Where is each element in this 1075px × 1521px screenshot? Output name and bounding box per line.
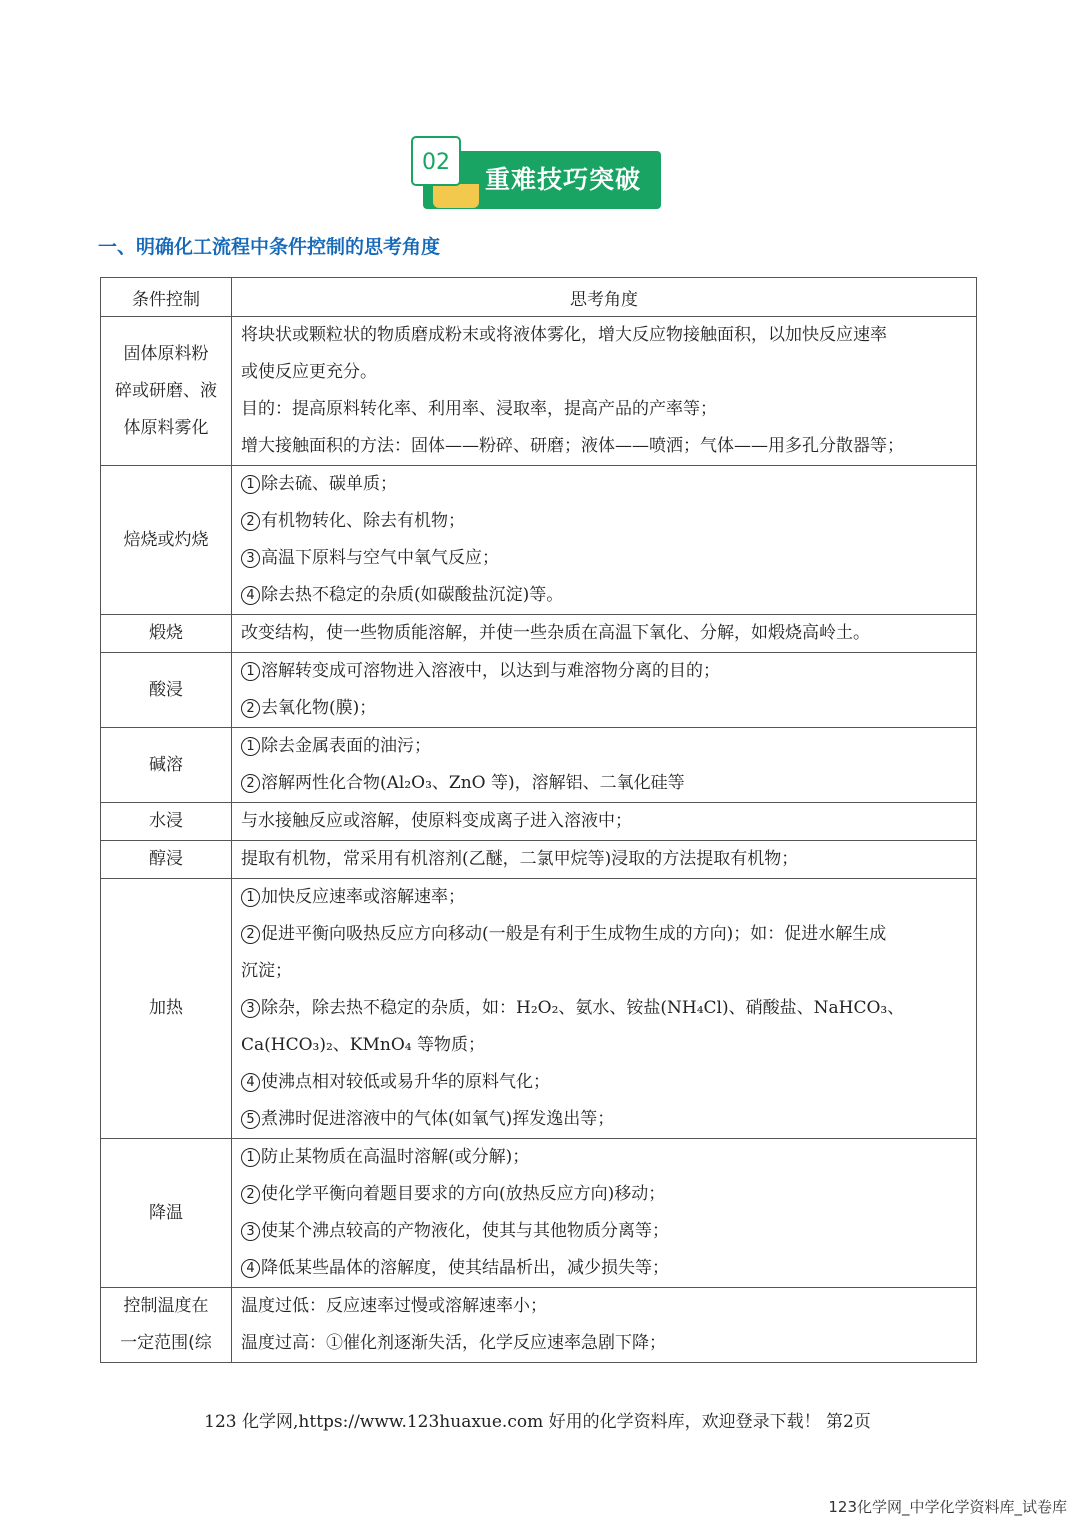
item-number: 2 bbox=[241, 925, 260, 944]
item-number: 4 bbox=[241, 1073, 260, 1092]
table-row bbox=[101, 466, 977, 615]
table-row bbox=[101, 615, 977, 653]
item-number: 4 bbox=[241, 586, 260, 605]
condition-text: 控制温度在 bbox=[123, 1296, 209, 1316]
page-footer: 123 化学网,https://www.123huaxue.com 好用的化学资料库，欢迎登录下载！ 第2页 bbox=[204, 1412, 871, 1432]
table-row bbox=[101, 728, 977, 803]
description-line bbox=[241, 354, 976, 391]
description-text: 除去硫、碳单质； bbox=[261, 474, 397, 494]
condition-text: 水浸 bbox=[149, 811, 183, 831]
item-number: 5 bbox=[241, 1110, 260, 1129]
description-text: 使某个沸点较高的产物液化，使其与其他物质分离等； bbox=[261, 1221, 669, 1241]
description-text: 提取有机物，常采用有机溶剂(乙醚，二氯甲烷等)浸取的方法提取有机物； bbox=[241, 849, 799, 869]
item-number: 3 bbox=[241, 549, 260, 568]
condition-cell bbox=[101, 1288, 232, 1363]
description-line bbox=[241, 1139, 976, 1176]
description-text: 加快反应速率或溶解速率； bbox=[261, 887, 465, 907]
description-line bbox=[241, 428, 976, 465]
condition-text: 酸浸 bbox=[149, 679, 183, 700]
condition-cell bbox=[101, 803, 232, 841]
item-number: 2 bbox=[241, 1185, 260, 1204]
item-number: 1 bbox=[241, 662, 260, 681]
description-text: 溶解两性化合物(Al₂O₃、ZnO 等)，溶解铝、二氧化硅等 bbox=[261, 773, 685, 793]
item-number: 3 bbox=[241, 1222, 260, 1241]
section-title: 一、明确化工流程中条件控制的思考角度 bbox=[98, 236, 441, 258]
table-row bbox=[101, 879, 977, 1139]
condition-cell bbox=[101, 615, 232, 653]
description-cell bbox=[232, 803, 977, 841]
description-line bbox=[241, 841, 976, 878]
description-line bbox=[241, 1027, 976, 1064]
description-cell bbox=[232, 841, 977, 879]
item-number: 3 bbox=[241, 999, 260, 1018]
description-text: 溶解转变成可溶物进入溶液中，以达到与难溶物分离的目的； bbox=[261, 661, 720, 681]
item-number: 2 bbox=[241, 774, 260, 793]
item-number: 2 bbox=[241, 512, 260, 531]
condition-text: 加热 bbox=[149, 998, 183, 1018]
condition-cell bbox=[101, 728, 232, 803]
condition-cell bbox=[101, 1139, 232, 1288]
description-line bbox=[241, 879, 976, 916]
description-line bbox=[241, 615, 976, 652]
condition-text: 降温 bbox=[149, 1202, 183, 1223]
description-line bbox=[241, 916, 976, 953]
item-number: 2 bbox=[241, 699, 260, 718]
condition-text: 一定范围(综 bbox=[120, 1333, 212, 1353]
description-cell bbox=[232, 317, 977, 466]
conditions-table bbox=[100, 277, 977, 1363]
description-text: 目的：提高原料转化率、利用率、浸取率，提高产品的产率等； bbox=[241, 399, 717, 419]
description-text: 改变结构，使一些物质能溶解，并使一些杂质在高温下氧化、分解，如煅烧高岭土。 bbox=[241, 623, 870, 643]
condition-cell bbox=[101, 317, 232, 466]
description-line bbox=[241, 653, 976, 690]
condition-text: 碎或研磨、液 bbox=[115, 380, 217, 401]
description-line bbox=[241, 1176, 976, 1213]
table-row bbox=[101, 1288, 977, 1363]
condition-cell bbox=[101, 841, 232, 879]
description-text: 与水接触反应或溶解，使原料变成离子进入溶液中； bbox=[241, 811, 632, 831]
description-line bbox=[241, 540, 976, 577]
description-text: 高温下原料与空气中氧气反应； bbox=[261, 548, 499, 568]
description-text: 防止某物质在高温时溶解(或分解)； bbox=[261, 1147, 530, 1167]
description-cell bbox=[232, 466, 977, 615]
description-cell bbox=[232, 1139, 977, 1288]
description-text: Ca(HCO₃)₂、KMnO₄ 等物质； bbox=[241, 1035, 486, 1055]
description-line bbox=[241, 1325, 976, 1362]
description-line bbox=[241, 1288, 976, 1325]
condition-text: 焙烧或灼烧 bbox=[123, 529, 209, 550]
description-text: 去氧化物(膜)； bbox=[261, 698, 377, 718]
condition-text: 体原料雾化 bbox=[123, 417, 209, 438]
description-line bbox=[241, 1064, 976, 1101]
description-text: 除去热不稳定的杂质(如碳酸盐沉淀)等。 bbox=[261, 585, 564, 605]
condition-text: 煅烧 bbox=[149, 623, 183, 643]
condition-cell bbox=[101, 879, 232, 1139]
description-line bbox=[241, 803, 976, 840]
condition-text: 固体原料粉 bbox=[123, 343, 209, 364]
description-text: 除去金属表面的油污； bbox=[261, 736, 431, 756]
description-text: 有机物转化、除去有机物； bbox=[261, 511, 465, 531]
description-line bbox=[241, 1101, 976, 1138]
table-row bbox=[101, 803, 977, 841]
description-line bbox=[241, 765, 976, 802]
description-line bbox=[241, 728, 976, 765]
description-line bbox=[241, 317, 976, 354]
description-line bbox=[241, 503, 976, 540]
description-text: 增大接触面积的方法：固体——粉碎、研磨；液体——喷洒；气体——用多孔分散器等； bbox=[241, 436, 904, 456]
condition-text: 醇浸 bbox=[149, 849, 183, 869]
table-body bbox=[101, 317, 977, 1363]
description-line bbox=[241, 466, 976, 503]
description-cell bbox=[232, 653, 977, 728]
table-row bbox=[101, 1139, 977, 1288]
condition-cell bbox=[101, 466, 232, 615]
description-line bbox=[241, 1250, 976, 1287]
description-text: 温度过高：①催化剂逐渐失活，化学反应速率急剧下降； bbox=[241, 1333, 666, 1353]
description-text: 降低某些晶体的溶解度，使其结晶析出，减少损失等； bbox=[261, 1258, 669, 1278]
description-text: 将块状或颗粒状的物质磨成粉末或将液体雾化，增大反应物接触面积，以加快反应速率 bbox=[241, 325, 887, 345]
description-text: 或使反应更充分。 bbox=[241, 362, 377, 382]
header-angle: 思考角度 bbox=[232, 278, 977, 317]
condition-text: 碱溶 bbox=[149, 754, 183, 775]
description-line bbox=[241, 690, 976, 727]
table-row bbox=[101, 317, 977, 466]
condition-cell bbox=[101, 653, 232, 728]
section-banner bbox=[411, 136, 663, 212]
header-condition: 条件控制 bbox=[101, 278, 232, 317]
description-line bbox=[241, 990, 976, 1027]
item-number: 4 bbox=[241, 1259, 260, 1278]
description-text: 促进平衡向吸热反应方向移动(一般是有利于生成物生成的方向)；如：促进水解生成 bbox=[261, 924, 887, 944]
description-cell bbox=[232, 728, 977, 803]
description-text: 使沸点相对较低或易升华的原料气化； bbox=[261, 1072, 550, 1092]
description-line bbox=[241, 391, 976, 428]
banner-number: 02 bbox=[411, 136, 461, 186]
description-line bbox=[241, 1213, 976, 1250]
description-line bbox=[241, 953, 976, 990]
table-row bbox=[101, 841, 977, 879]
description-text: 除杂，除去热不稳定的杂质，如：H₂O₂、氨水、铵盐(NH₄Cl)、硝酸盐、NaHCO₃、 bbox=[261, 998, 905, 1018]
table-header-row bbox=[101, 278, 977, 317]
description-text: 温度过低：反应速率过慢或溶解速率小； bbox=[241, 1296, 547, 1316]
item-number: 1 bbox=[241, 737, 260, 756]
description-line bbox=[241, 577, 976, 614]
item-number: 1 bbox=[241, 1148, 260, 1167]
item-number: 1 bbox=[241, 475, 260, 494]
watermark: 123化学网_中学化学资料库_试卷库 bbox=[828, 1498, 1067, 1516]
item-number: 1 bbox=[241, 888, 260, 907]
description-cell bbox=[232, 615, 977, 653]
description-text: 煮沸时促进溶液中的气体(如氧气)挥发逸出等； bbox=[261, 1109, 615, 1129]
description-text: 使化学平衡向着题目要求的方向(放热反应方向)移动； bbox=[261, 1184, 666, 1204]
description-text: 沉淀； bbox=[241, 961, 292, 981]
table-row bbox=[101, 653, 977, 728]
banner-title: 重难技巧突破 bbox=[423, 151, 661, 209]
description-cell bbox=[232, 1288, 977, 1363]
description-cell bbox=[232, 879, 977, 1139]
